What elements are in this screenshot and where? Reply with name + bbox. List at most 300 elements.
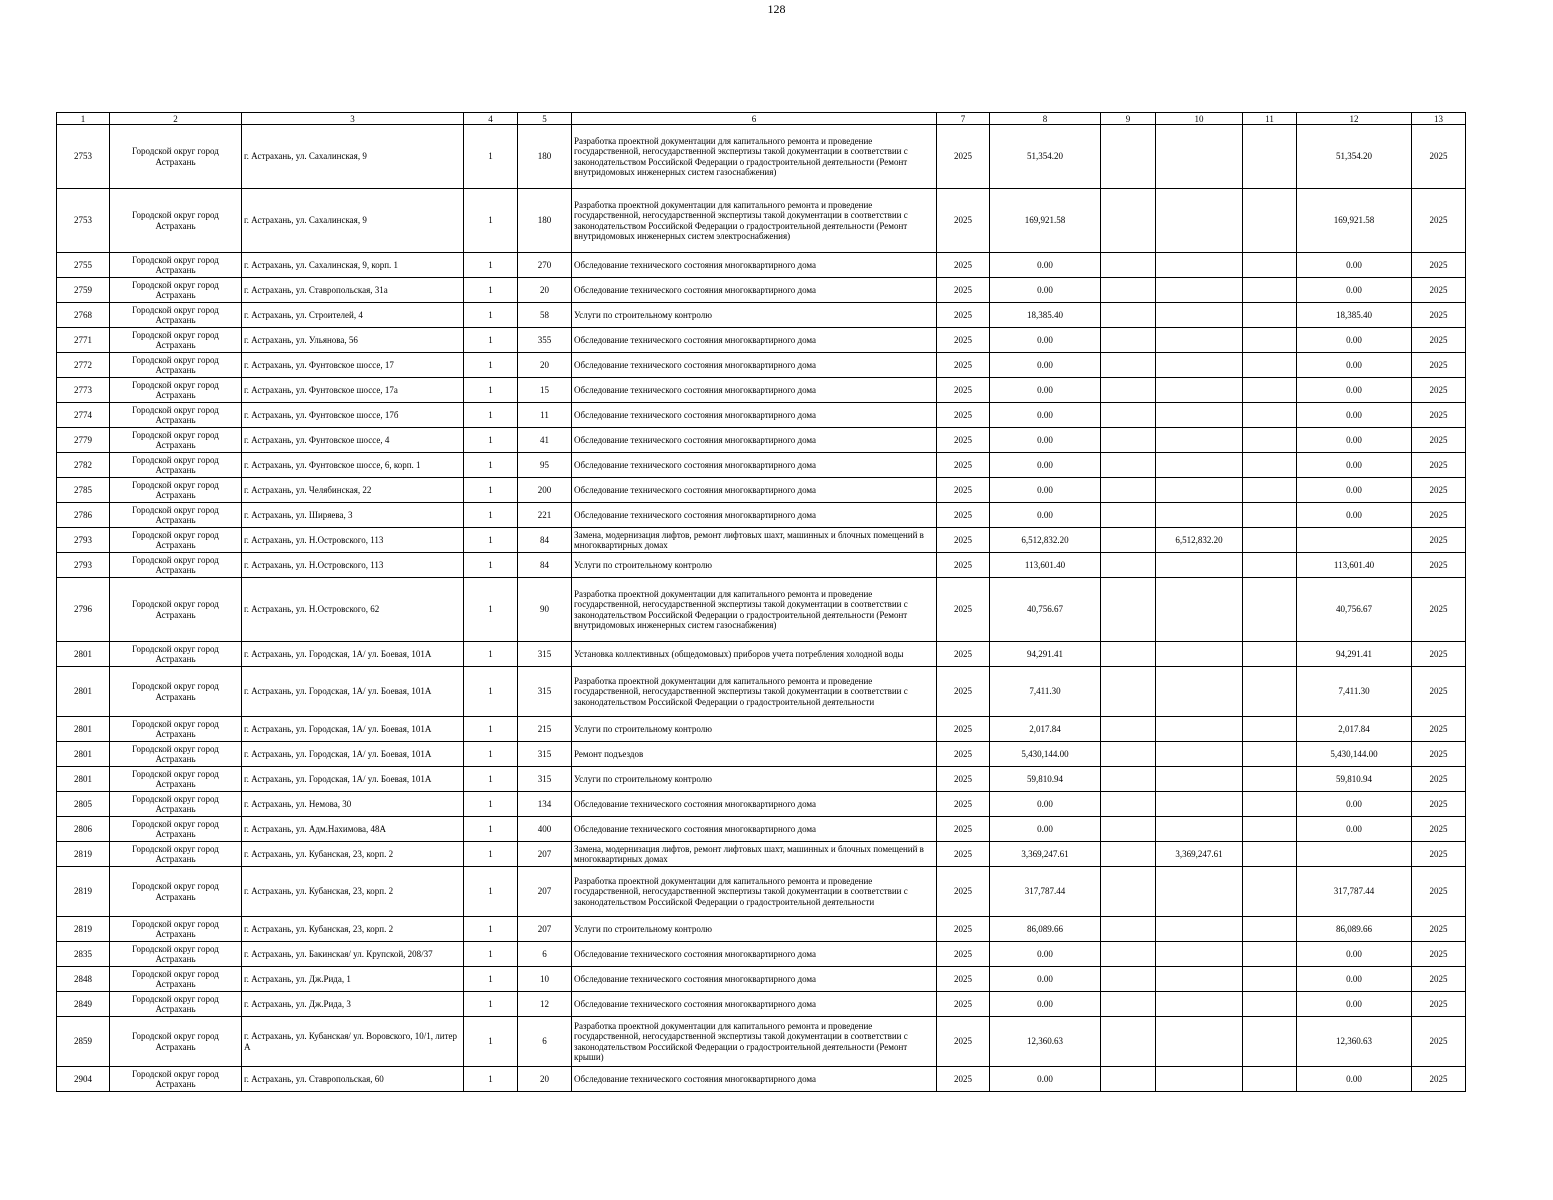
total-cost-cell: 12,360.63 [990,1017,1101,1067]
count-cell: 1 [464,378,518,403]
work-type-cell: Обследование технического состояния многоквартирного дома [572,503,937,528]
row-number: 2793 [57,528,110,553]
year-end-cell: 2025 [1412,642,1466,667]
col10-cell [1156,642,1243,667]
work-type-cell: Услуги по строительному контролю [572,553,937,578]
year-end-cell: 2025 [1412,742,1466,767]
units-cell: 134 [518,792,572,817]
year-end-cell: 2025 [1412,453,1466,478]
table-row [57,278,1466,303]
work-type-cell: Услуги по строительному контролю [572,917,937,942]
total-cost-cell: 0.00 [990,478,1101,503]
total-cost-cell: 0.00 [990,942,1101,967]
col10-cell: 6,512,832.20 [1156,528,1243,553]
municipality-cell: Городской округ город Астрахань [110,378,242,403]
col12-cell: 7,411.30 [1297,667,1412,717]
year-cell: 2025 [937,717,990,742]
year-cell: 2025 [937,253,990,278]
count-cell: 1 [464,278,518,303]
col10-cell [1156,942,1243,967]
address-cell: г. Астрахань, ул. Городская, 1А/ ул. Боевая, 101А [242,767,464,792]
table-row [57,253,1466,278]
total-cost-cell: 0.00 [990,353,1101,378]
address-cell: г. Астрахань, ул. Городская, 1А/ ул. Боевая, 101А [242,667,464,717]
col9-cell [1101,528,1156,553]
col9-cell [1101,917,1156,942]
col11-cell [1243,253,1297,278]
col9-cell [1101,328,1156,353]
count-cell: 1 [464,253,518,278]
row-number: 2805 [57,792,110,817]
total-cost-cell: 6,512,832.20 [990,528,1101,553]
col10-cell [1156,717,1243,742]
row-number: 2801 [57,767,110,792]
year-end-cell: 2025 [1412,378,1466,403]
year-cell: 2025 [937,553,990,578]
year-cell: 2025 [937,278,990,303]
col10-cell [1156,303,1243,328]
total-cost-cell: 169,921.58 [990,189,1101,253]
table-row [57,303,1466,328]
address-cell: г. Астрахань, ул. Ульянова, 56 [242,328,464,353]
work-type-cell: Услуги по строительному контролю [572,717,937,742]
col11-cell [1243,403,1297,428]
col11-cell [1243,378,1297,403]
address-cell: г. Астрахань, ул. Бакинская/ ул. Крупской, 208/37 [242,942,464,967]
column-header: 10 [1156,113,1243,125]
row-number: 2859 [57,1017,110,1067]
year-end-cell: 2025 [1412,189,1466,253]
year-cell: 2025 [937,917,990,942]
col11-cell [1243,125,1297,189]
col11-cell [1243,578,1297,642]
col9-cell [1101,767,1156,792]
col9-cell [1101,992,1156,1017]
address-cell: г. Астрахань, ул. Фунтовское шоссе, 17 [242,353,464,378]
work-type-cell: Обследование технического состояния многоквартирного дома [572,378,937,403]
year-cell: 2025 [937,578,990,642]
year-cell: 2025 [937,742,990,767]
year-end-cell: 2025 [1412,125,1466,189]
table-row [57,642,1466,667]
col12-cell: 0.00 [1297,967,1412,992]
col11-cell [1243,917,1297,942]
work-type-cell: Разработка проектной документации для капитального ремонта и проведение государственной, негосударственной экспертизы такой документации в соответствии с законодательством Российской Федерации о градостроительной деятельности (Ремонт крыши) [572,1017,937,1067]
address-cell: г. Астрахань, ул. Дж.Рида, 1 [242,967,464,992]
work-type-cell: Разработка проектной документации для капитального ремонта и проведение государственной, негосударственной экспертизы такой документации в соответствии с законодательством Российской Федерации о градостроительной деятельности [572,867,937,917]
col12-cell: 0.00 [1297,792,1412,817]
total-cost-cell: 2,017.84 [990,717,1101,742]
col9-cell [1101,742,1156,767]
address-cell: г. Астрахань, ул. Немова, 30 [242,792,464,817]
year-cell: 2025 [937,125,990,189]
work-type-cell: Обследование технического состояния многоквартирного дома [572,817,937,842]
col12-cell: 86,089.66 [1297,917,1412,942]
table-row [57,667,1466,717]
col10-cell [1156,767,1243,792]
total-cost-cell: 3,369,247.61 [990,842,1101,867]
col10-cell [1156,992,1243,1017]
work-type-cell: Разработка проектной документации для капитального ремонта и проведение государственной, негосударственной экспертизы такой документации в соответствии с законодательством Российской Федерации о градостроительной деятельности (Ремонт внутридомовых инженерных систем газоснабжения) [572,125,937,189]
work-type-cell: Обследование технического состояния многоквартирного дома [572,1067,937,1092]
units-cell: 41 [518,428,572,453]
total-cost-cell: 5,430,144.00 [990,742,1101,767]
units-cell: 315 [518,742,572,767]
col9-cell [1101,428,1156,453]
work-type-cell: Обследование технического состояния многоквартирного дома [572,992,937,1017]
table-row [57,842,1466,867]
table-row [57,942,1466,967]
row-number: 2806 [57,817,110,842]
count-cell: 1 [464,478,518,503]
col12-cell: 0.00 [1297,278,1412,303]
year-cell: 2025 [937,1067,990,1092]
col10-cell [1156,378,1243,403]
column-header: 7 [937,113,990,125]
units-cell: 20 [518,278,572,303]
col9-cell [1101,125,1156,189]
count-cell: 1 [464,917,518,942]
address-cell: г. Астрахань, ул. Челябинская, 22 [242,478,464,503]
col9-cell [1101,942,1156,967]
year-cell: 2025 [937,667,990,717]
col10-cell [1156,478,1243,503]
row-number: 2801 [57,642,110,667]
total-cost-cell: 94,291.41 [990,642,1101,667]
address-cell: г. Астрахань, ул. Кубанская, 23, корп. 2 [242,917,464,942]
year-cell: 2025 [937,478,990,503]
units-cell: 215 [518,717,572,742]
year-cell: 2025 [937,303,990,328]
work-type-cell: Обследование технического состояния многоквартирного дома [572,453,937,478]
row-number: 2819 [57,867,110,917]
municipality-cell: Городской округ город Астрахань [110,528,242,553]
total-cost-cell: 0.00 [990,453,1101,478]
row-number: 2793 [57,553,110,578]
count-cell: 1 [464,642,518,667]
total-cost-cell: 7,411.30 [990,667,1101,717]
units-cell: 315 [518,767,572,792]
count-cell: 1 [464,1017,518,1067]
units-cell: 200 [518,478,572,503]
col11-cell [1243,942,1297,967]
table-row [57,428,1466,453]
work-type-cell: Услуги по строительному контролю [572,303,937,328]
column-header: 6 [572,113,937,125]
municipality-cell: Городской округ город Астрахань [110,967,242,992]
col12-cell: 0.00 [1297,453,1412,478]
column-header: 2 [110,113,242,125]
units-cell: 20 [518,353,572,378]
municipality-cell: Городской округ город Астрахань [110,278,242,303]
page-number: 128 [767,2,786,16]
col9-cell [1101,303,1156,328]
count-cell: 1 [464,528,518,553]
col10-cell [1156,817,1243,842]
count-cell: 1 [464,189,518,253]
row-number: 2801 [57,742,110,767]
col9-cell [1101,578,1156,642]
year-cell: 2025 [937,767,990,792]
count-cell: 1 [464,942,518,967]
total-cost-cell: 113,601.40 [990,553,1101,578]
year-end-cell: 2025 [1412,428,1466,453]
row-number: 2786 [57,503,110,528]
municipality-cell: Городской округ город Астрахань [110,189,242,253]
col9-cell [1101,189,1156,253]
total-cost-cell: 40,756.67 [990,578,1101,642]
address-cell: г. Астрахань, ул. Сахалинская, 9 [242,189,464,253]
col12-cell: 0.00 [1297,992,1412,1017]
year-end-cell: 2025 [1412,867,1466,917]
col12-cell: 18,385.40 [1297,303,1412,328]
row-number: 2849 [57,992,110,1017]
total-cost-cell: 0.00 [990,1067,1101,1092]
work-type-cell: Обследование технического состояния многоквартирного дома [572,967,937,992]
row-number: 2779 [57,428,110,453]
col11-cell [1243,428,1297,453]
total-cost-cell: 0.00 [990,328,1101,353]
address-cell: г. Астрахань, ул. Ширяева, 3 [242,503,464,528]
col12-cell: 94,291.41 [1297,642,1412,667]
table-row [57,867,1466,917]
municipality-cell: Городской округ город Астрахань [110,428,242,453]
table-row [57,578,1466,642]
count-cell: 1 [464,992,518,1017]
col11-cell [1243,792,1297,817]
col12-cell: 12,360.63 [1297,1017,1412,1067]
count-cell: 1 [464,428,518,453]
table-row [57,767,1466,792]
col11-cell [1243,867,1297,917]
total-cost-cell: 59,810.94 [990,767,1101,792]
year-end-cell: 2025 [1412,767,1466,792]
row-number: 2753 [57,189,110,253]
work-type-cell: Обследование технического состояния многоквартирного дома [572,478,937,503]
municipality-cell: Городской округ город Астрахань [110,303,242,328]
table-row [57,125,1466,189]
address-cell: г. Астрахань, ул. Кубанская, 23, корп. 2 [242,842,464,867]
work-type-cell: Обследование технического состояния многоквартирного дома [572,353,937,378]
col11-cell [1243,717,1297,742]
units-cell: 315 [518,642,572,667]
units-cell: 84 [518,528,572,553]
units-cell: 20 [518,1067,572,1092]
column-header: 5 [518,113,572,125]
count-cell: 1 [464,667,518,717]
col9-cell [1101,253,1156,278]
col10-cell [1156,667,1243,717]
address-cell: г. Астрахань, ул. Кубанская/ ул. Воровского, 10/1, литер А [242,1017,464,1067]
col10-cell [1156,1067,1243,1092]
col12-cell: 0.00 [1297,428,1412,453]
year-cell: 2025 [937,792,990,817]
year-end-cell: 2025 [1412,717,1466,742]
year-end-cell: 2025 [1412,478,1466,503]
units-cell: 270 [518,253,572,278]
work-type-cell: Обследование технического состояния многоквартирного дома [572,328,937,353]
col9-cell [1101,453,1156,478]
col9-cell [1101,1017,1156,1067]
address-cell: г. Астрахань, ул. Сахалинская, 9 [242,125,464,189]
address-cell: г. Астрахань, ул. Ставропольская, 60 [242,1067,464,1092]
row-number: 2801 [57,717,110,742]
units-cell: 58 [518,303,572,328]
municipality-cell: Городской округ город Астрахань [110,742,242,767]
year-cell: 2025 [937,353,990,378]
col12-cell: 317,787.44 [1297,867,1412,917]
col11-cell [1243,992,1297,1017]
column-header: 9 [1101,113,1156,125]
row-number: 2796 [57,578,110,642]
municipality-cell: Городской округ город Астрахань [110,817,242,842]
col9-cell [1101,817,1156,842]
municipality-cell: Городской округ город Астрахань [110,478,242,503]
municipality-cell: Городской округ город Астрахань [110,353,242,378]
col12-cell: 0.00 [1297,403,1412,428]
year-cell: 2025 [937,1017,990,1067]
total-cost-cell: 0.00 [990,992,1101,1017]
col9-cell [1101,353,1156,378]
address-cell: г. Астрахань, ул. Кубанская, 23, корп. 2 [242,867,464,917]
units-cell: 207 [518,867,572,917]
year-end-cell: 2025 [1412,403,1466,428]
col12-cell: 59,810.94 [1297,767,1412,792]
col11-cell [1243,1017,1297,1067]
municipality-cell: Городской округ город Астрахань [110,125,242,189]
total-cost-cell: 0.00 [990,403,1101,428]
year-cell: 2025 [937,942,990,967]
col11-cell [1243,278,1297,303]
col11-cell [1243,328,1297,353]
col12-cell: 0.00 [1297,817,1412,842]
col12-cell [1297,842,1412,867]
table-row [57,792,1466,817]
col9-cell [1101,503,1156,528]
address-cell: г. Астрахань, ул. Городская, 1А/ ул. Боевая, 101А [242,742,464,767]
count-cell: 1 [464,553,518,578]
column-header: 3 [242,113,464,125]
year-end-cell: 2025 [1412,792,1466,817]
col12-cell [1297,528,1412,553]
col10-cell [1156,917,1243,942]
address-cell: г. Астрахань, ул. Строителей, 4 [242,303,464,328]
col11-cell [1243,967,1297,992]
col10-cell [1156,353,1243,378]
col11-cell [1243,189,1297,253]
year-end-cell: 2025 [1412,1067,1466,1092]
address-cell: г. Астрахань, ул. Дж.Рида, 3 [242,992,464,1017]
year-end-cell: 2025 [1412,528,1466,553]
year-cell: 2025 [937,328,990,353]
units-cell: 12 [518,992,572,1017]
count-cell: 1 [464,867,518,917]
col11-cell [1243,742,1297,767]
col10-cell [1156,503,1243,528]
year-cell: 2025 [937,453,990,478]
col11-cell [1243,453,1297,478]
municipality-cell: Городской округ город Астрахань [110,767,242,792]
municipality-cell: Городской округ город Астрахань [110,553,242,578]
units-cell: 6 [518,942,572,967]
year-cell: 2025 [937,189,990,253]
units-cell: 15 [518,378,572,403]
count-cell: 1 [464,967,518,992]
row-number: 2771 [57,328,110,353]
count-cell: 1 [464,578,518,642]
address-cell: г. Астрахань, ул. Фунтовское шоссе, 17а [242,378,464,403]
address-cell: г. Астрахань, ул. Адм.Нахимова, 48А [242,817,464,842]
table-row [57,817,1466,842]
col10-cell [1156,742,1243,767]
year-end-cell: 2025 [1412,553,1466,578]
year-cell: 2025 [937,642,990,667]
municipality-cell: Городской округ город Астрахань [110,503,242,528]
col11-cell [1243,503,1297,528]
col10-cell [1156,328,1243,353]
table-row [57,917,1466,942]
municipality-cell: Городской округ город Астрахань [110,453,242,478]
year-end-cell: 2025 [1412,503,1466,528]
row-number: 2801 [57,667,110,717]
col9-cell [1101,717,1156,742]
year-cell: 2025 [937,867,990,917]
table-row [57,553,1466,578]
table-row [57,992,1466,1017]
col10-cell: 3,369,247.61 [1156,842,1243,867]
row-number: 2819 [57,842,110,867]
row-number: 2772 [57,353,110,378]
col9-cell [1101,378,1156,403]
row-number: 2759 [57,278,110,303]
col9-cell [1101,553,1156,578]
units-cell: 84 [518,553,572,578]
total-cost-cell: 51,354.20 [990,125,1101,189]
table-row [57,378,1466,403]
row-number: 2785 [57,478,110,503]
count-cell: 1 [464,303,518,328]
row-number: 2773 [57,378,110,403]
municipality-cell: Городской округ город Астрахань [110,942,242,967]
col9-cell [1101,967,1156,992]
table-row [57,1067,1466,1092]
table-row [57,717,1466,742]
work-type-cell: Обследование технического состояния многоквартирного дома [572,428,937,453]
year-cell: 2025 [937,817,990,842]
col9-cell [1101,478,1156,503]
col10-cell [1156,1017,1243,1067]
total-cost-cell: 0.00 [990,428,1101,453]
year-cell: 2025 [937,992,990,1017]
municipality-cell: Городской округ город Астрахань [110,328,242,353]
row-number: 2848 [57,967,110,992]
col10-cell [1156,967,1243,992]
table-row [57,453,1466,478]
units-cell: 207 [518,917,572,942]
total-cost-cell: 0.00 [990,967,1101,992]
total-cost-cell: 0.00 [990,378,1101,403]
municipality-cell: Городской округ город Астрахань [110,578,242,642]
municipality-cell: Городской округ город Астрахань [110,917,242,942]
total-cost-cell: 18,385.40 [990,303,1101,328]
column-header: 11 [1243,113,1297,125]
table-row [57,189,1466,253]
year-end-cell: 2025 [1412,353,1466,378]
row-number: 2835 [57,942,110,967]
municipality-cell: Городской округ город Астрахань [110,642,242,667]
count-cell: 1 [464,453,518,478]
col11-cell [1243,842,1297,867]
